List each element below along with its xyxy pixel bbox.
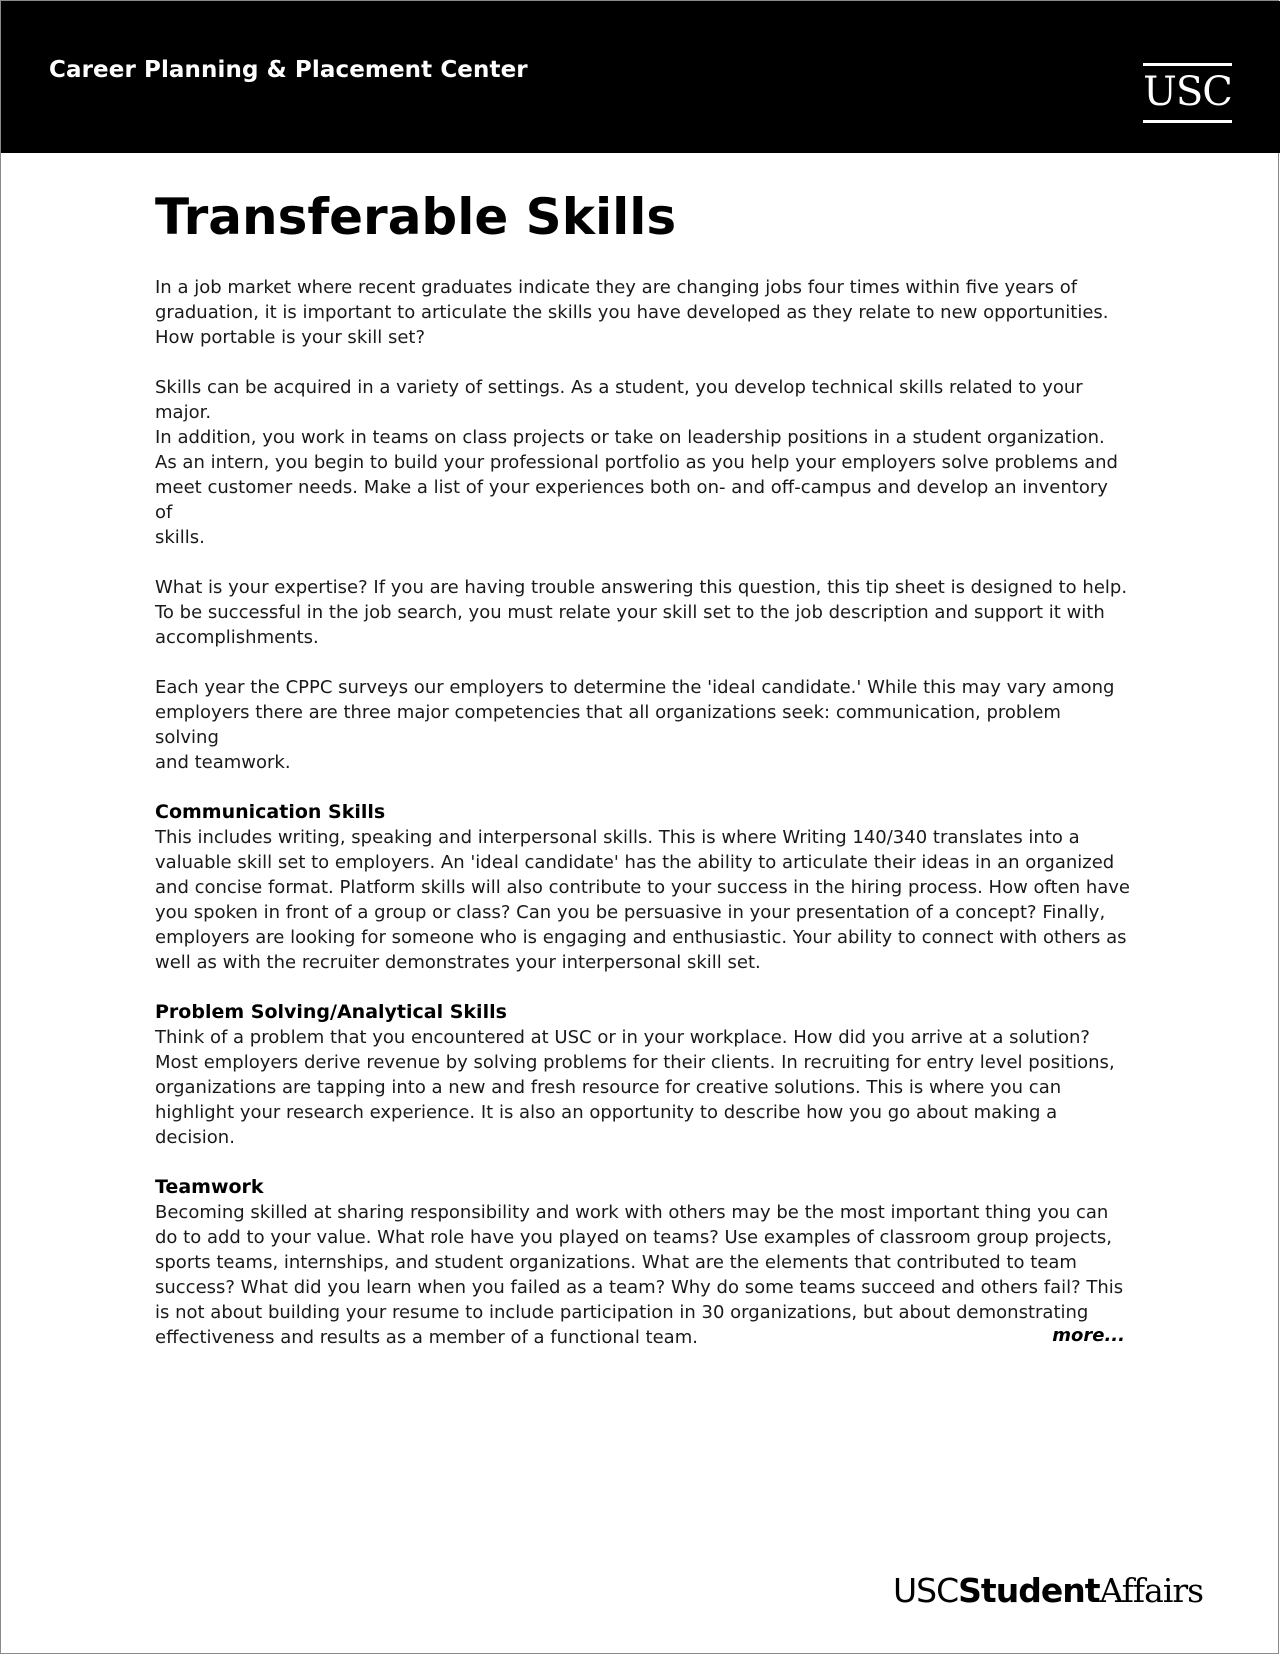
footer-logo-student: Student: [958, 1571, 1100, 1610]
document-body: [155, 182, 1130, 1350]
section-heading-problem-solving: Problem Solving/Analytical Skills: [155, 1001, 507, 1023]
page-title: Transferable Skills: [155, 188, 677, 246]
section-body-problem-solving: Think of a problem that you encountered at USC or in your workplace. How did you arrive at a solution? Most employers derive revenue by solving problems for their clients. In recruiting for entry level positions, organizations are tapping into a new and fresh resource for creative solutions. This is where you can highlight your research experience. It is also an opportunity to describe how you go about making a decision.: [155, 1027, 1115, 1148]
intro-paragraph: Each year the CPPC surveys our employers to determine the 'ideal candidate.' While this may vary among employers there are three major competencies that all organizations seek: communication, problem solving and teamwork.: [155, 677, 1115, 773]
section-heading-teamwork: Teamwork: [155, 1176, 264, 1198]
intro-paragraph: What is your expertise? If you are having trouble answering this question, this tip sheet is designed to help. To be successful in the job search, you must relate your skill set to the job description and support it with accomplishments.: [155, 577, 1128, 648]
header-band: [1, 1, 1280, 153]
usc-logo: USC: [1143, 63, 1232, 123]
more-link[interactable]: more...: [1052, 1325, 1125, 1346]
student-affairs-logo: [893, 1571, 1203, 1611]
section-body-teamwork: Becoming skilled at sharing responsibility and work with others may be the most important thing you can do to add to your value. What role have you played on teams? Use examples of classroom group projects, sports teams, internships, and student organizations. What are the elements that contributed to team success? What did you learn when you failed as a team? Why do some teams succeed and others fail? This is not about building your resume to include participation in 30 organizations, but about demonstrating effectiveness and results as a member of a functional team.: [155, 1202, 1124, 1348]
section-body-communication: This includes writing, speaking and interpersonal skills. This is where Writing 140/340 translates into a valuable skill set to employers. An 'ideal candidate' has the ability to articulate their ideas in an organized and concise format. Platform skills will also contribute to your success in the hiring process. How often have you spoken in front of a group or class? Can you be persuasive in your presentation of a concept? Finally, employers are looking for someone who is engaging and enthusiastic. Your ability to connect with others as well as with the recruiter demonstrates your interpersonal skill set.: [155, 827, 1131, 973]
footer-logo-affairs: Affairs: [1099, 1571, 1204, 1610]
intro-paragraph: In a job market where recent graduates indicate they are changing jobs four times within five years of graduation, it is important to articulate the skills you have developed as they relate to new opportunities. How portable is your skill set?: [155, 277, 1109, 348]
header-title: Career Planning & Placement Center: [49, 57, 528, 83]
footer-logo-usc: USC: [893, 1571, 959, 1610]
intro-paragraph: Skills can be acquired in a variety of settings. As a student, you develop technical skills related to your major. In addition, you work in teams on class projects or take on leadership positions in a student organization. As an intern, you begin to build your professional portfolio as you help your employers solve problems and meet customer needs. Make a list of your experiences both on- and off-campus and develop an inventory of skills.: [155, 377, 1118, 548]
section-heading-communication: Communication Skills: [155, 801, 386, 823]
